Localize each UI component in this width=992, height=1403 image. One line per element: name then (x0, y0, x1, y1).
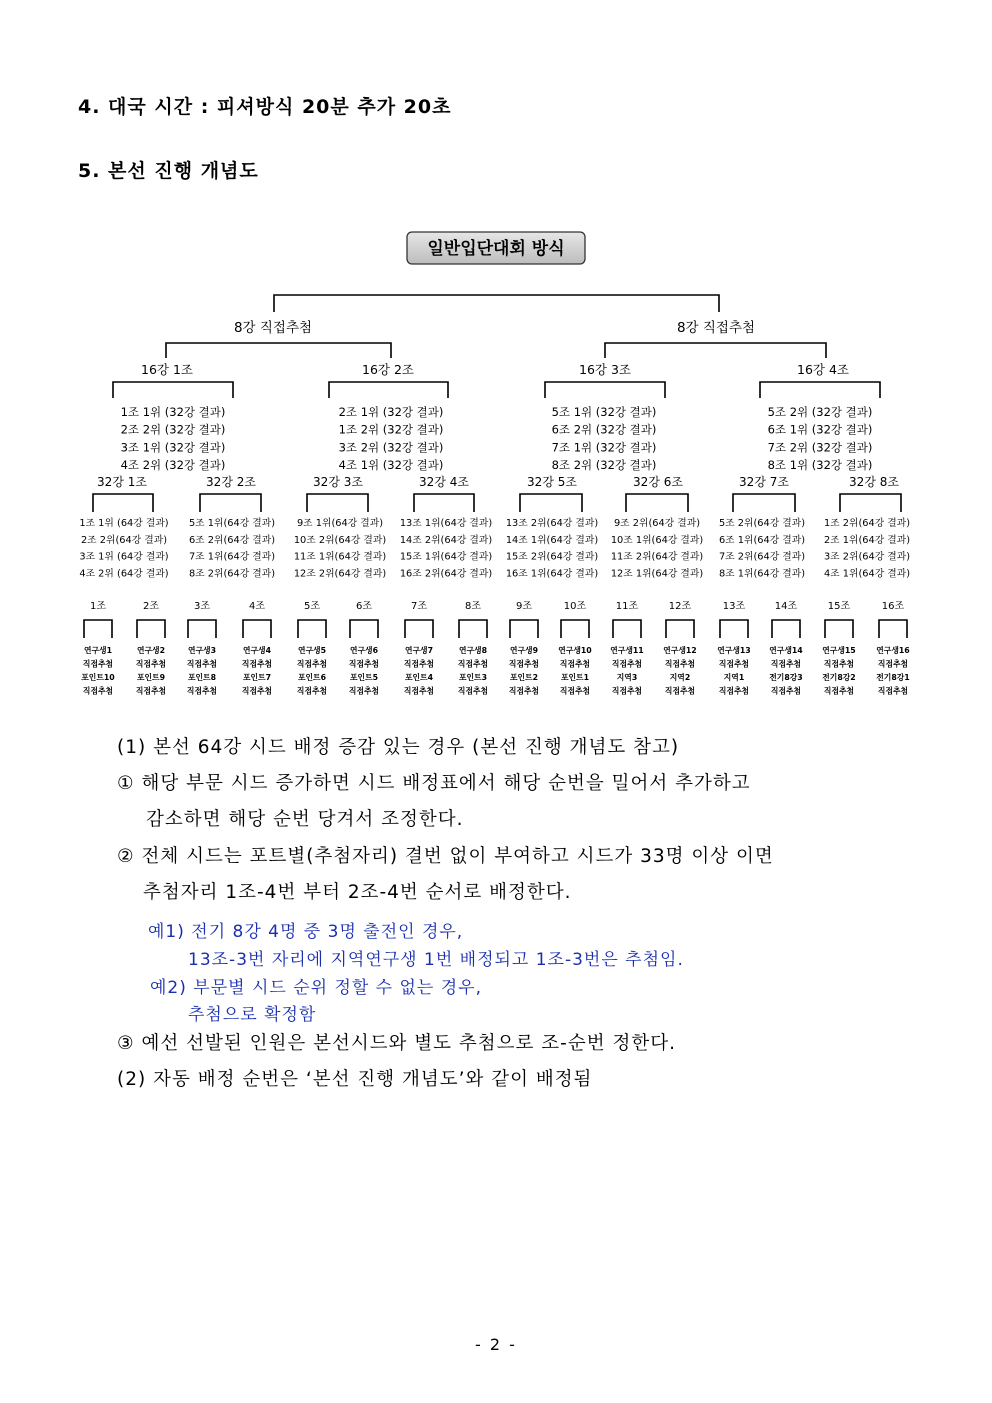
group-seed-line: 직접추첨 (348, 659, 380, 669)
group-seed-line: 연구생5 (297, 646, 327, 655)
round16-seed-line: 5조 1위 (32강 결과) (551, 405, 657, 419)
group-label: 1조 (89, 601, 107, 612)
group-seed-line: 지역2 (669, 673, 691, 682)
round32-label: 32강 2조 (206, 475, 256, 489)
round32-bracket (733, 494, 795, 512)
round16-seed-line: 3조 1위 (32강 결과) (120, 440, 226, 455)
paragraph-2b: 감소하면 해당 순번 당겨서 조정한다. (146, 809, 464, 830)
group-label: 2조 (142, 601, 160, 612)
round32-bracket (840, 494, 901, 512)
group-seed-line: 연구생1 (83, 646, 113, 655)
group-bracket (298, 620, 326, 638)
group-label: 10조 (563, 601, 587, 612)
group-bracket (772, 620, 800, 638)
group-seed-line: 직접추첨 (664, 686, 696, 696)
round32-seed-line: 14조 1위(64강 결과) (505, 534, 599, 546)
group-bracket (243, 620, 271, 638)
round16-seed-line: 6조 2위 (32강 결과) (551, 422, 657, 437)
round16-seed-line: 4조 2위 (32강 결과) (120, 458, 226, 473)
group-seed-line: 전기8강3 (769, 673, 803, 682)
round16-seed-line: 1조 1위 (32강 결과) (120, 405, 226, 419)
group-seed-line: 포인트8 (187, 673, 217, 682)
round32-seed-line: 15조 1위(64강 결과) (399, 551, 493, 563)
example-2a: 예2) 부문별 시드 순위 정할 수 없는 경우, (150, 978, 483, 998)
group-seed-line: 연구생12 (663, 646, 697, 655)
group-bracket (666, 620, 694, 638)
group-seed-line: 직접추첨 (82, 659, 114, 669)
group-seed-line: 직접추첨 (135, 686, 167, 696)
group-seed-line: 포인트7 (242, 673, 272, 682)
round32-seed-line: 11조 1위(64강 결과) (293, 551, 387, 563)
round32-label: 32강 3조 (313, 475, 363, 489)
group-bracket (84, 620, 112, 638)
group-seed-line: 직접추첨 (457, 686, 489, 696)
round32-label: 32강 1조 (97, 475, 147, 489)
round16-seed-line: 2조 1위 (32강 결과) (338, 405, 444, 419)
round32-seed-line: 5조 2위(64강 결과) (718, 518, 806, 529)
group-seed-line: 포인트2 (509, 673, 539, 682)
round32-label: 32강 8조 (849, 475, 899, 489)
round32-bracket (414, 494, 474, 512)
round32-label: 32강 6조 (633, 475, 683, 489)
group-seed-line: 직접추첨 (611, 659, 643, 669)
round32-seed-line: 9조 1위(64강 결과) (296, 518, 384, 529)
round32-seed-line: 7조 1위(64강 결과) (188, 551, 276, 563)
group-seed-line: 직접추첨 (186, 686, 218, 696)
group-seed-line: 직접추첨 (186, 659, 218, 669)
group-bracket (459, 620, 487, 638)
paragraph-4: ③ 예선 선발된 인원은 본선시드와 별도 추첨으로 조-순번 정한다. (117, 1033, 676, 1054)
round16-seed-line: 7조 1위 (32강 결과) (551, 440, 657, 455)
group-seed-line: 직접추첨 (770, 659, 802, 669)
round16-seed-line: 6조 1위 (32강 결과) (767, 422, 873, 437)
group-seed-line: 직접추첨 (135, 659, 167, 669)
group-seed-line: 직접추첨 (877, 686, 909, 696)
paragraph-5: (2) 자동 배정 순번은 ‘본선 진행 개념도’와 같이 배정됨 (117, 1069, 593, 1090)
group-seed-line: 직접추첨 (508, 659, 540, 669)
group-seed-line: 포인트1 (560, 673, 590, 682)
round16-label: 16강 4조 (797, 362, 849, 377)
group-label: 16조 (881, 601, 905, 612)
round32-bracket (626, 494, 688, 512)
group-seed-line: 포인트10 (81, 673, 115, 682)
round32-seed-line: 1조 2위(64강 결과) (823, 518, 911, 529)
group-seed-line: 포인트9 (136, 673, 166, 682)
group-seed-line: 전기8강1 (876, 673, 910, 682)
round16-bracket (329, 382, 448, 398)
example-1a: 예1) 전기 8강 4명 중 3명 출전인 경우, (148, 922, 464, 942)
group-label: 11조 (615, 601, 639, 612)
round16-seed-line: 3조 2위 (32강 결과) (338, 440, 444, 455)
group-bracket (188, 620, 216, 638)
group-bracket (879, 620, 907, 638)
top-bracket (274, 295, 719, 312)
group-label: 6조 (355, 601, 373, 612)
round32-seed-line: 2조 1위(64강 결과) (823, 534, 911, 546)
group-seed-line: 직접추첨 (403, 659, 435, 669)
group-label: 7조 (410, 601, 428, 612)
group-seed-line: 직접추첨 (403, 686, 435, 696)
section-heading-time: 4. 대국 시간 : 피셔방식 20분 추가 20초 (78, 96, 452, 118)
group-seed-line: 직접추첨 (718, 686, 750, 696)
group-bracket (137, 620, 165, 638)
round32-label: 32강 7조 (739, 475, 789, 489)
group-bracket (350, 620, 378, 638)
group-seed-line: 연구생7 (404, 646, 434, 655)
group-seed-line: 직접추첨 (348, 686, 380, 696)
group-seed-line: 지역1 (723, 673, 745, 682)
paragraph-3a: ② 전체 시드는 포트별(추첨자리) 결번 없이 부여하고 시드가 33명 이상 이면 (117, 846, 774, 867)
group-label: 8조 (464, 601, 482, 612)
round32-seed-line: 1조 1위 (64강 결과) (79, 518, 169, 529)
round32-seed-line: 12조 2위(64강 결과) (293, 568, 387, 580)
round32-seed-line: 14조 2위(64강 결과) (399, 534, 493, 546)
group-label: 15조 (827, 601, 851, 612)
diagram-title: 일반입단대회 방식 (427, 239, 565, 259)
group-bracket (405, 620, 433, 638)
quarterfinal-bracket (605, 343, 826, 358)
group-label: 5조 (303, 601, 321, 612)
group-seed-line: 직접추첨 (296, 659, 328, 669)
page-number: - 2 - (475, 1335, 517, 1354)
round32-seed-line: 13조 1위(64강 결과) (399, 518, 493, 529)
round16-label: 16강 2조 (362, 362, 414, 377)
quarterfinal-bracket (166, 343, 391, 358)
group-seed-line: 직접추첨 (823, 686, 855, 696)
round32-seed-line: 6조 1위(64강 결과) (718, 534, 806, 546)
round32-seed-line: 6조 2위(64강 결과) (188, 534, 276, 546)
group-seed-line: 연구생10 (558, 646, 592, 655)
section-heading-concept: 5. 본선 진행 개념도 (78, 160, 259, 182)
round32-seed-line: 15조 2위(64강 결과) (505, 551, 599, 563)
round32-seed-line: 12조 1위(64강 결과) (610, 568, 704, 580)
round16-bracket (113, 382, 233, 398)
paragraph-3b: 추첨자리 1조-4번 부터 2조-4번 순서로 배정한다. (143, 882, 572, 903)
round16-seed-line: 2조 2위 (32강 결과) (120, 422, 226, 437)
group-label: 13조 (722, 601, 746, 612)
group-seed-line: 직접추첨 (82, 686, 114, 696)
quarterfinal-label: 8강 직접추첨 (233, 320, 313, 336)
group-seed-line: 포인트5 (349, 673, 379, 682)
group-seed-line: 전기8강2 (822, 673, 856, 682)
round32-seed-line: 16조 1위(64강 결과) (505, 568, 599, 580)
round32-seed-line: 11조 2위(64강 결과) (610, 551, 704, 563)
group-seed-line: 직접추첨 (877, 659, 909, 669)
group-seed-line: 직접추첨 (241, 659, 273, 669)
round16-seed-line: 8조 2위 (32강 결과) (551, 458, 657, 473)
round32-bracket (93, 494, 153, 512)
round16-seed-line: 4조 1위 (32강 결과) (338, 458, 444, 473)
paragraph-2a: ① 해당 부문 시드 증가하면 시드 배정표에서 해당 순번을 밀어서 추가하고 (117, 773, 751, 794)
round16-seed-line: 8조 1위 (32강 결과) (767, 458, 873, 473)
group-seed-line: 연구생15 (822, 646, 856, 655)
group-seed-line: 직접추첨 (823, 659, 855, 669)
group-seed-line: 직접추첨 (457, 659, 489, 669)
group-seed-line: 연구생8 (458, 646, 488, 655)
group-seed-line: 연구생13 (717, 646, 751, 655)
round32-seed-line: 16조 2위(64강 결과) (399, 568, 493, 580)
round32-bracket (200, 494, 261, 512)
group-seed-line: 연구생3 (187, 646, 217, 655)
round32-seed-line: 8조 1위(64강 결과) (718, 568, 806, 580)
group-seed-line: 연구생9 (509, 646, 539, 655)
example-1b: 13조-3번 자리에 지역연구생 1번 배정되고 1조-3번은 추첨임. (188, 950, 684, 970)
round16-seed-line: 1조 2위 (32강 결과) (338, 422, 444, 437)
group-label: 4조 (248, 601, 266, 612)
group-seed-line: 지역3 (616, 673, 638, 682)
group-seed-line: 포인트6 (297, 673, 327, 682)
round32-seed-line: 7조 2위(64강 결과) (718, 551, 806, 563)
group-bracket (510, 620, 538, 638)
group-seed-line: 연구생14 (769, 646, 803, 655)
group-bracket (720, 620, 748, 638)
round16-bracket (545, 382, 665, 398)
round32-seed-line: 4조 2위 (64강 결과) (79, 568, 169, 580)
group-seed-line: 포인트3 (458, 673, 488, 682)
group-seed-line: 직접추첨 (508, 686, 540, 696)
round32-seed-line: 10조 2위(64강 결과) (293, 534, 387, 546)
group-seed-line: 직접추첨 (611, 686, 643, 696)
group-bracket (561, 620, 589, 638)
group-label: 9조 (515, 601, 533, 612)
round32-seed-line: 5조 1위(64강 결과) (188, 518, 276, 529)
paragraph-1: (1) 본선 64강 시드 배정 증감 있는 경우 (본선 진행 개념도 참고) (117, 737, 680, 758)
group-seed-line: 연구생2 (136, 646, 166, 655)
round32-seed-line: 10조 1위(64강 결과) (610, 534, 704, 546)
round32-seed-line: 9조 2위(64강 결과) (613, 518, 701, 529)
example-2b: 추첨으로 확정함 (188, 1005, 317, 1025)
group-seed-line: 직접추첨 (559, 659, 591, 669)
round16-bracket (760, 382, 880, 398)
round32-label: 32강 4조 (419, 475, 469, 489)
round32-bracket (520, 494, 582, 512)
group-seed-line: 직접추첨 (559, 686, 591, 696)
group-bracket (825, 620, 853, 638)
round32-seed-line: 13조 2위(64강 결과) (505, 518, 599, 529)
group-seed-line: 포인트4 (404, 673, 434, 682)
round32-seed-line: 3조 2위(64강 결과) (823, 551, 911, 563)
round16-label: 16강 3조 (579, 362, 631, 377)
group-seed-line: 직접추첨 (770, 686, 802, 696)
round16-seed-line: 5조 2위 (32강 결과) (767, 405, 873, 419)
round32-bracket (307, 494, 368, 512)
group-seed-line: 직접추첨 (718, 659, 750, 669)
group-seed-line: 연구생4 (242, 646, 272, 655)
group-seed-line: 직접추첨 (296, 686, 328, 696)
round32-seed-line: 4조 1위(64강 결과) (823, 568, 911, 580)
round16-label: 16강 1조 (141, 362, 193, 377)
group-label: 12조 (668, 601, 692, 612)
group-seed-line: 직접추첨 (664, 659, 696, 669)
group-seed-line: 직접추첨 (241, 686, 273, 696)
group-seed-line: 연구생6 (349, 646, 379, 655)
group-bracket (613, 620, 641, 638)
group-label: 14조 (774, 601, 798, 612)
round32-seed-line: 8조 2위(64강 결과) (188, 568, 276, 580)
group-seed-line: 연구생11 (610, 646, 644, 655)
group-label: 3조 (193, 601, 211, 612)
group-seed-line: 연구생16 (876, 646, 910, 655)
round16-seed-line: 7조 2위 (32강 결과) (767, 440, 873, 455)
round32-label: 32강 5조 (527, 475, 577, 489)
round32-seed-line: 2조 2위(64강 결과) (80, 534, 168, 546)
quarterfinal-label: 8강 직접추첨 (676, 320, 756, 336)
round32-seed-line: 3조 1위 (64강 결과) (79, 551, 169, 563)
